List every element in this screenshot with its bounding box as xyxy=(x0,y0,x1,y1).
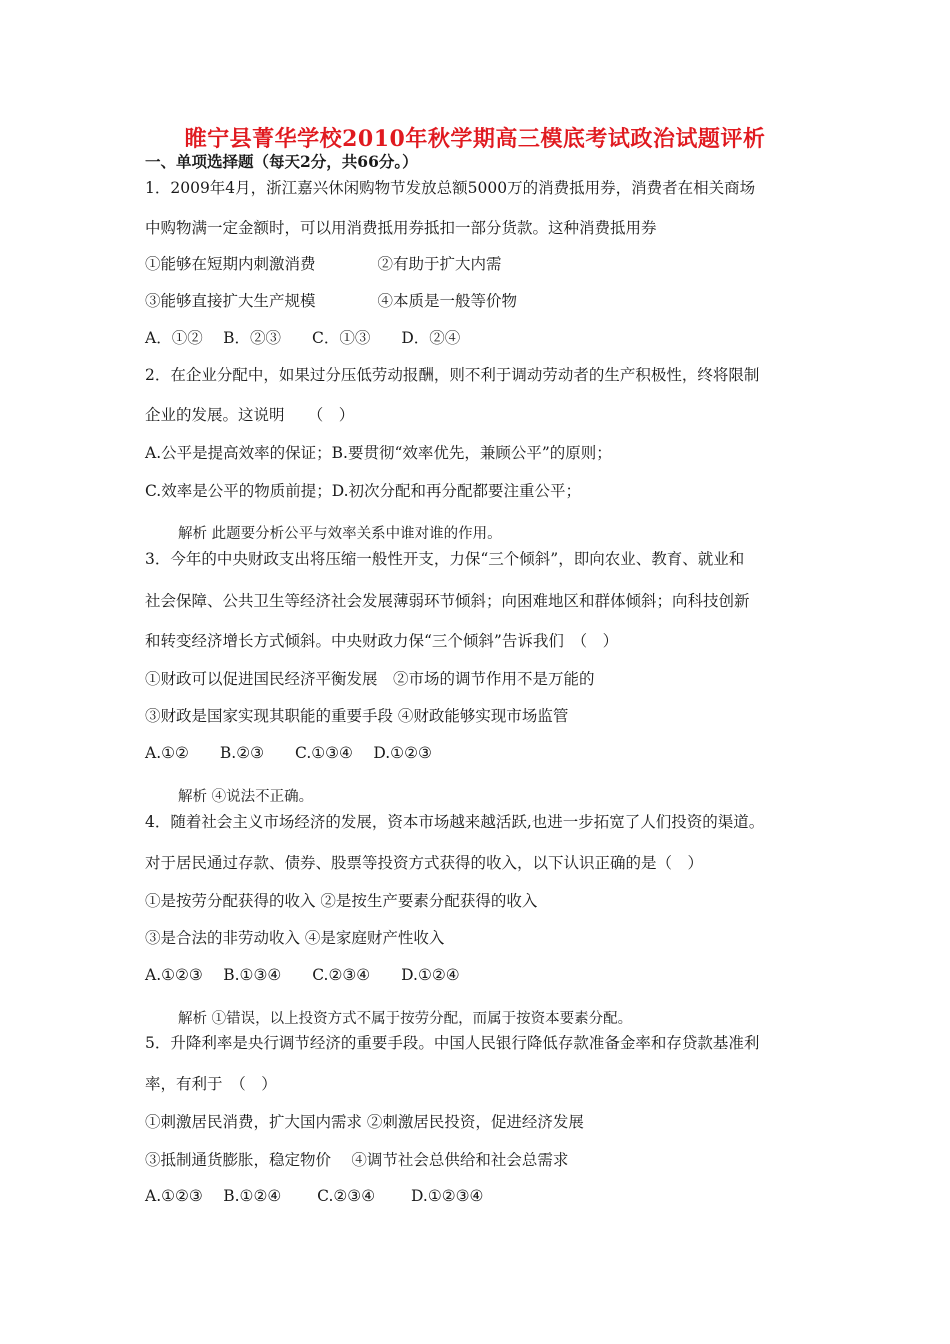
question-1-statement-1: ①能够在短期内刺激消费 ②有助于扩大内需 xyxy=(145,255,502,273)
question-1-line-2: 中购物满一定金额时，可以用消费抵用券抵扣一部分货款。这种消费抵用券 xyxy=(145,219,657,237)
question-1-options: A．①② B．②③ C．①③ D．②④ xyxy=(145,329,461,347)
question-4-statement-2: ③是合法的非劳动收入 ④是家庭财产性收入 xyxy=(145,929,445,947)
question-4-line-2: 对于居民通过存款、债券、股票等投资方式获得的收入，以下认识正确的是（ ） xyxy=(145,854,704,872)
question-1-line-1: 1．2009年4月，浙江嘉兴休闲购物节发放总额5000万的消费抵用券，消费者在相关商场 xyxy=(145,179,756,197)
question-5-statement-1: ①刺激居民消费，扩大国内需求 ②刺激居民投资，促进经济发展 xyxy=(145,1113,584,1131)
question-4-analysis: 解析 ①错误，以上投资方式不属于按劳分配，而属于按资本要素分配。 xyxy=(178,1011,633,1027)
question-4-options: A.①②③ B.①③④ C.②③④ D.①②④ xyxy=(145,966,460,984)
question-5-line-1: 5．升降利率是央行调节经济的重要手段。中国人民银行降低存款准备金率和存贷款基准利 xyxy=(145,1034,760,1052)
question-2-statement-1: A.公平是提高效率的保证；B.要贯彻“效率优先，兼顾公平”的原则； xyxy=(145,444,612,462)
question-4-statement-1: ①是按劳分配获得的收入 ②是按生产要素分配获得的收入 xyxy=(145,892,538,910)
question-3-line-1: 3．今年的中央财政支出将压缩一般性开支，力保“三个倾斜”，即向农业、教育、就业和 xyxy=(145,550,745,568)
question-2-line-2: 企业的发展。这说明 （ ） xyxy=(145,406,355,424)
question-3-statement-1: ①财政可以促进国民经济平衡发展 ②市场的调节作用不是万能的 xyxy=(145,670,595,688)
section-heading: 一、单项选择题（每天2分，共66分。） xyxy=(145,152,418,171)
question-3-line-2: 社会保障、公共卫生等经济社会发展薄弱环节倾斜；向困难地区和群体倾斜；向科技创新 xyxy=(145,592,750,610)
question-1-statement-2: ③能够直接扩大生产规模 ④本质是一般等价物 xyxy=(145,292,518,310)
question-5-statement-2: ③抵制通货膨胀，稳定物价 ④调节社会总供给和社会总需求 xyxy=(145,1151,569,1169)
question-4-line-1: 4．随着社会主义市场经济的发展，资本市场越来越活跃,也进一步拓宽了人们投资的渠道。 xyxy=(145,813,765,831)
document-title: 睢宁县菁华学校2010年秋学期高三模底考试政治试题评析 xyxy=(184,126,766,152)
question-2-analysis: 解析 此题要分析公平与效率关系中谁对谁的作用。 xyxy=(178,526,502,542)
question-3-analysis: 解析 ④说法不正确。 xyxy=(178,789,314,805)
question-3-statement-2: ③财政是国家实现其职能的重要手段 ④财政能够实现市场监管 xyxy=(145,707,569,725)
question-2-statement-2: C.效率是公平的物质前提；D.初次分配和再分配都要注重公平； xyxy=(145,482,582,500)
question-2-line-1: 2．在企业分配中，如果过分压低劳动报酬，则不利于调动劳动者的生产积极性，终将限制 xyxy=(145,366,760,384)
question-3-options: A.①② B.②③ C.①③④ D.①②③ xyxy=(145,744,432,762)
question-3-line-3: 和转变经济增长方式倾斜。中央财政力保“三个倾斜”告诉我们 （ ） xyxy=(145,632,619,650)
question-5-line-2: 率，有利于 （ ） xyxy=(145,1075,277,1093)
question-5-options: A.①②③ B.①②④ C.②③④ D.①②③④ xyxy=(145,1187,484,1205)
